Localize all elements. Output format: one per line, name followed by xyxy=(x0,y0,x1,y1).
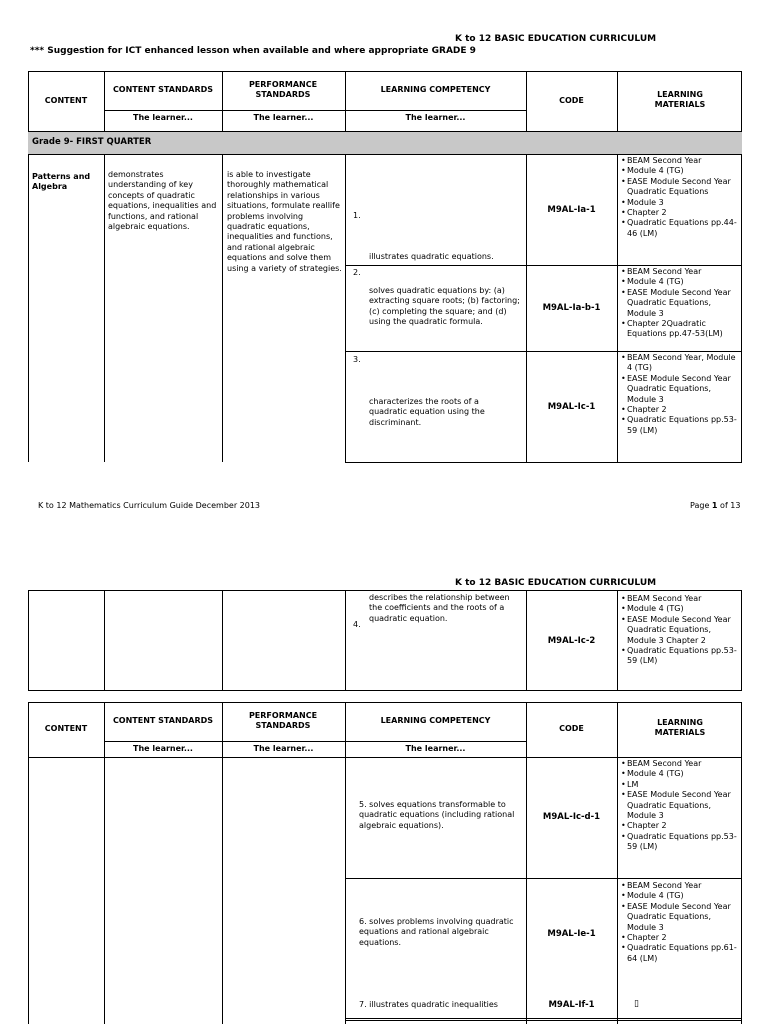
material-item: •EASE Module Second Year Quadratic Equations, Module 3 xyxy=(621,287,731,318)
material-item: •Quadratic Equations pp.61- 64 (LM) xyxy=(621,943,737,963)
learner-label: The learner... xyxy=(133,744,193,753)
header-content: CONTENT xyxy=(44,724,88,733)
missing-glyph-icon: ▯ xyxy=(634,999,639,1009)
material-item: •Module 4 (TG) xyxy=(621,769,684,779)
competency-text: characterizes the roots of a quadratic equation using the discriminant. xyxy=(369,397,485,427)
competency-text: 7. illustrates quadratic inequalities xyxy=(359,1000,498,1009)
material-item: •BEAM Second Year xyxy=(621,594,702,603)
performance-standard-cell: is able to investigate thoroughly mathematical relationships in various situations, formulate reallife problems involving quadratic equations, inequalities and functions, and rational algebraic equations and solve them using a variety of strategies. xyxy=(227,170,342,273)
material-item: •Module 4 (TG) xyxy=(621,891,684,901)
competency-code: M9AL-Ic-2 xyxy=(547,636,596,646)
competency-text: 6. solves problems involving quadratic equations and rational algebraic equations. xyxy=(359,917,514,947)
material-item: •Chapter 2 xyxy=(621,207,667,217)
material-item: •Module 3 xyxy=(621,197,664,207)
competency-number: 2. xyxy=(353,268,361,277)
learner-label: The learner... xyxy=(253,744,314,753)
learning-materials-list xyxy=(621,881,741,964)
header-learning-competency: LEARNING COMPETENCY xyxy=(380,716,491,725)
header-code: CODE xyxy=(559,724,584,733)
material-item: •Module 4 (TG) xyxy=(621,604,684,614)
ict-suggestion: *** Suggestion for ICT enhanced lesson when available and where appropriate GRADE 9 xyxy=(30,46,476,56)
page1-top-title: K to 12 BASIC EDUCATION CURRICULUM xyxy=(455,34,657,44)
competency-code: M9AL-Ic-d-1 xyxy=(542,812,601,822)
learning-materials-list xyxy=(621,156,741,239)
competency-text: describes the relationship between the coefficients and the roots of a quadratic equation. xyxy=(369,593,510,623)
material-item: •Module 4 (TG) xyxy=(621,277,684,287)
learning-materials-list xyxy=(621,759,741,853)
material-item: •EASE Module Second Year Quadratic Equations, Module 3 xyxy=(621,373,731,404)
footer-left: K to 12 Mathematics Curriculum Guide December 2013 xyxy=(38,501,261,510)
learning-materials-list xyxy=(621,267,741,340)
header-learning-materials: LEARNING MATERIALS xyxy=(654,90,706,109)
competency-code: M9AL-If-1 xyxy=(548,1000,595,1010)
material-item: •Chapter 2 xyxy=(621,932,667,942)
header-content-standards: CONTENT STANDARDS xyxy=(112,716,214,725)
competency-code: M9AL-Ia-1 xyxy=(547,205,596,215)
competency-text: solves quadratic equations by: (a) extracting square roots; (b) factoring; (c) completing the square; and (d) using the quadratic formula. xyxy=(369,286,520,327)
material-item: •BEAM Second Year xyxy=(621,759,702,768)
material-item: •Quadratic Equations pp.53- 59 (LM) xyxy=(621,645,737,666)
learner-label: The learner... xyxy=(405,113,466,122)
competency-code: M9AL-Ie-1 xyxy=(547,929,596,939)
material-item: •BEAM Second Year, Module 4 (TG) xyxy=(621,353,736,373)
learning-materials-list xyxy=(621,353,741,436)
content-standard-cell: demonstrates understanding of key concepts of quadratic equations, inequalities and functions, and rational algebraic equations. xyxy=(108,170,217,231)
competency-code: M9AL-Ic-1 xyxy=(547,402,596,412)
competency-code: M9AL-Ia-b-1 xyxy=(542,303,601,313)
material-item: •BEAM Second Year xyxy=(621,267,702,276)
competency-text: 5. solves equations transformable to quadratic equations (including rational algebraic equations). xyxy=(359,800,515,830)
learner-label: The learner... xyxy=(405,744,466,753)
header-learning-materials: LEARNING MATERIALS xyxy=(654,718,706,737)
material-item: •Quadratic Equations pp.44- 46 (LM) xyxy=(621,218,737,238)
material-item: •Quadratic Equations pp.53- 59 (LM) xyxy=(621,831,737,852)
competency-number: 4. xyxy=(353,620,361,629)
material-item: •Chapter 2 xyxy=(621,404,667,414)
material-item: •EASE Module Second Year Quadratic Equations xyxy=(621,176,731,197)
header-performance-standards: PERFORMANCE STANDARDS xyxy=(248,80,318,99)
material-item: •EASE Module Second Year Quadratic Equations, Module 3 xyxy=(621,901,731,932)
learner-label: The learner... xyxy=(253,113,314,122)
quarter-label: Grade 9- FIRST QUARTER xyxy=(32,137,152,147)
header-content-standards: CONTENT STANDARDS xyxy=(112,85,214,94)
header-learning-competency: LEARNING COMPETENCY xyxy=(380,85,491,94)
footer-page: Page 1 of 13 xyxy=(690,501,741,510)
material-item: •LM xyxy=(621,779,639,789)
material-item: •Quadratic Equations pp.53- 59 (LM) xyxy=(621,415,737,435)
material-item: •EASE Module Second Year Quadratic Equations, Module 3 Chapter 2 xyxy=(621,614,731,645)
learner-label: The learner... xyxy=(133,113,193,122)
header-content: CONTENT xyxy=(44,96,88,105)
material-item: •Chapter 2Quadratic Equations pp.47-53(LM) xyxy=(621,318,723,339)
competency-number: 3. xyxy=(353,355,361,364)
content-cell: Patterns and Algebra xyxy=(32,172,91,192)
material-item: •Module 4 (TG) xyxy=(621,166,684,176)
header-code: CODE xyxy=(559,96,584,105)
material-item: •Chapter 2 xyxy=(621,821,667,831)
competency-number: 1. xyxy=(353,211,361,220)
page2-top-title: K to 12 BASIC EDUCATION CURRICULUM xyxy=(455,578,657,588)
learning-materials-list xyxy=(621,594,741,667)
competency-text: illustrates quadratic equations. xyxy=(369,252,494,261)
material-item: •BEAM Second Year xyxy=(621,156,702,165)
material-item: •BEAM Second Year xyxy=(621,881,702,890)
header-performance-standards: PERFORMANCE STANDARDS xyxy=(248,711,318,730)
material-item: •EASE Module Second Year Quadratic Equations, Module 3 xyxy=(621,790,731,820)
